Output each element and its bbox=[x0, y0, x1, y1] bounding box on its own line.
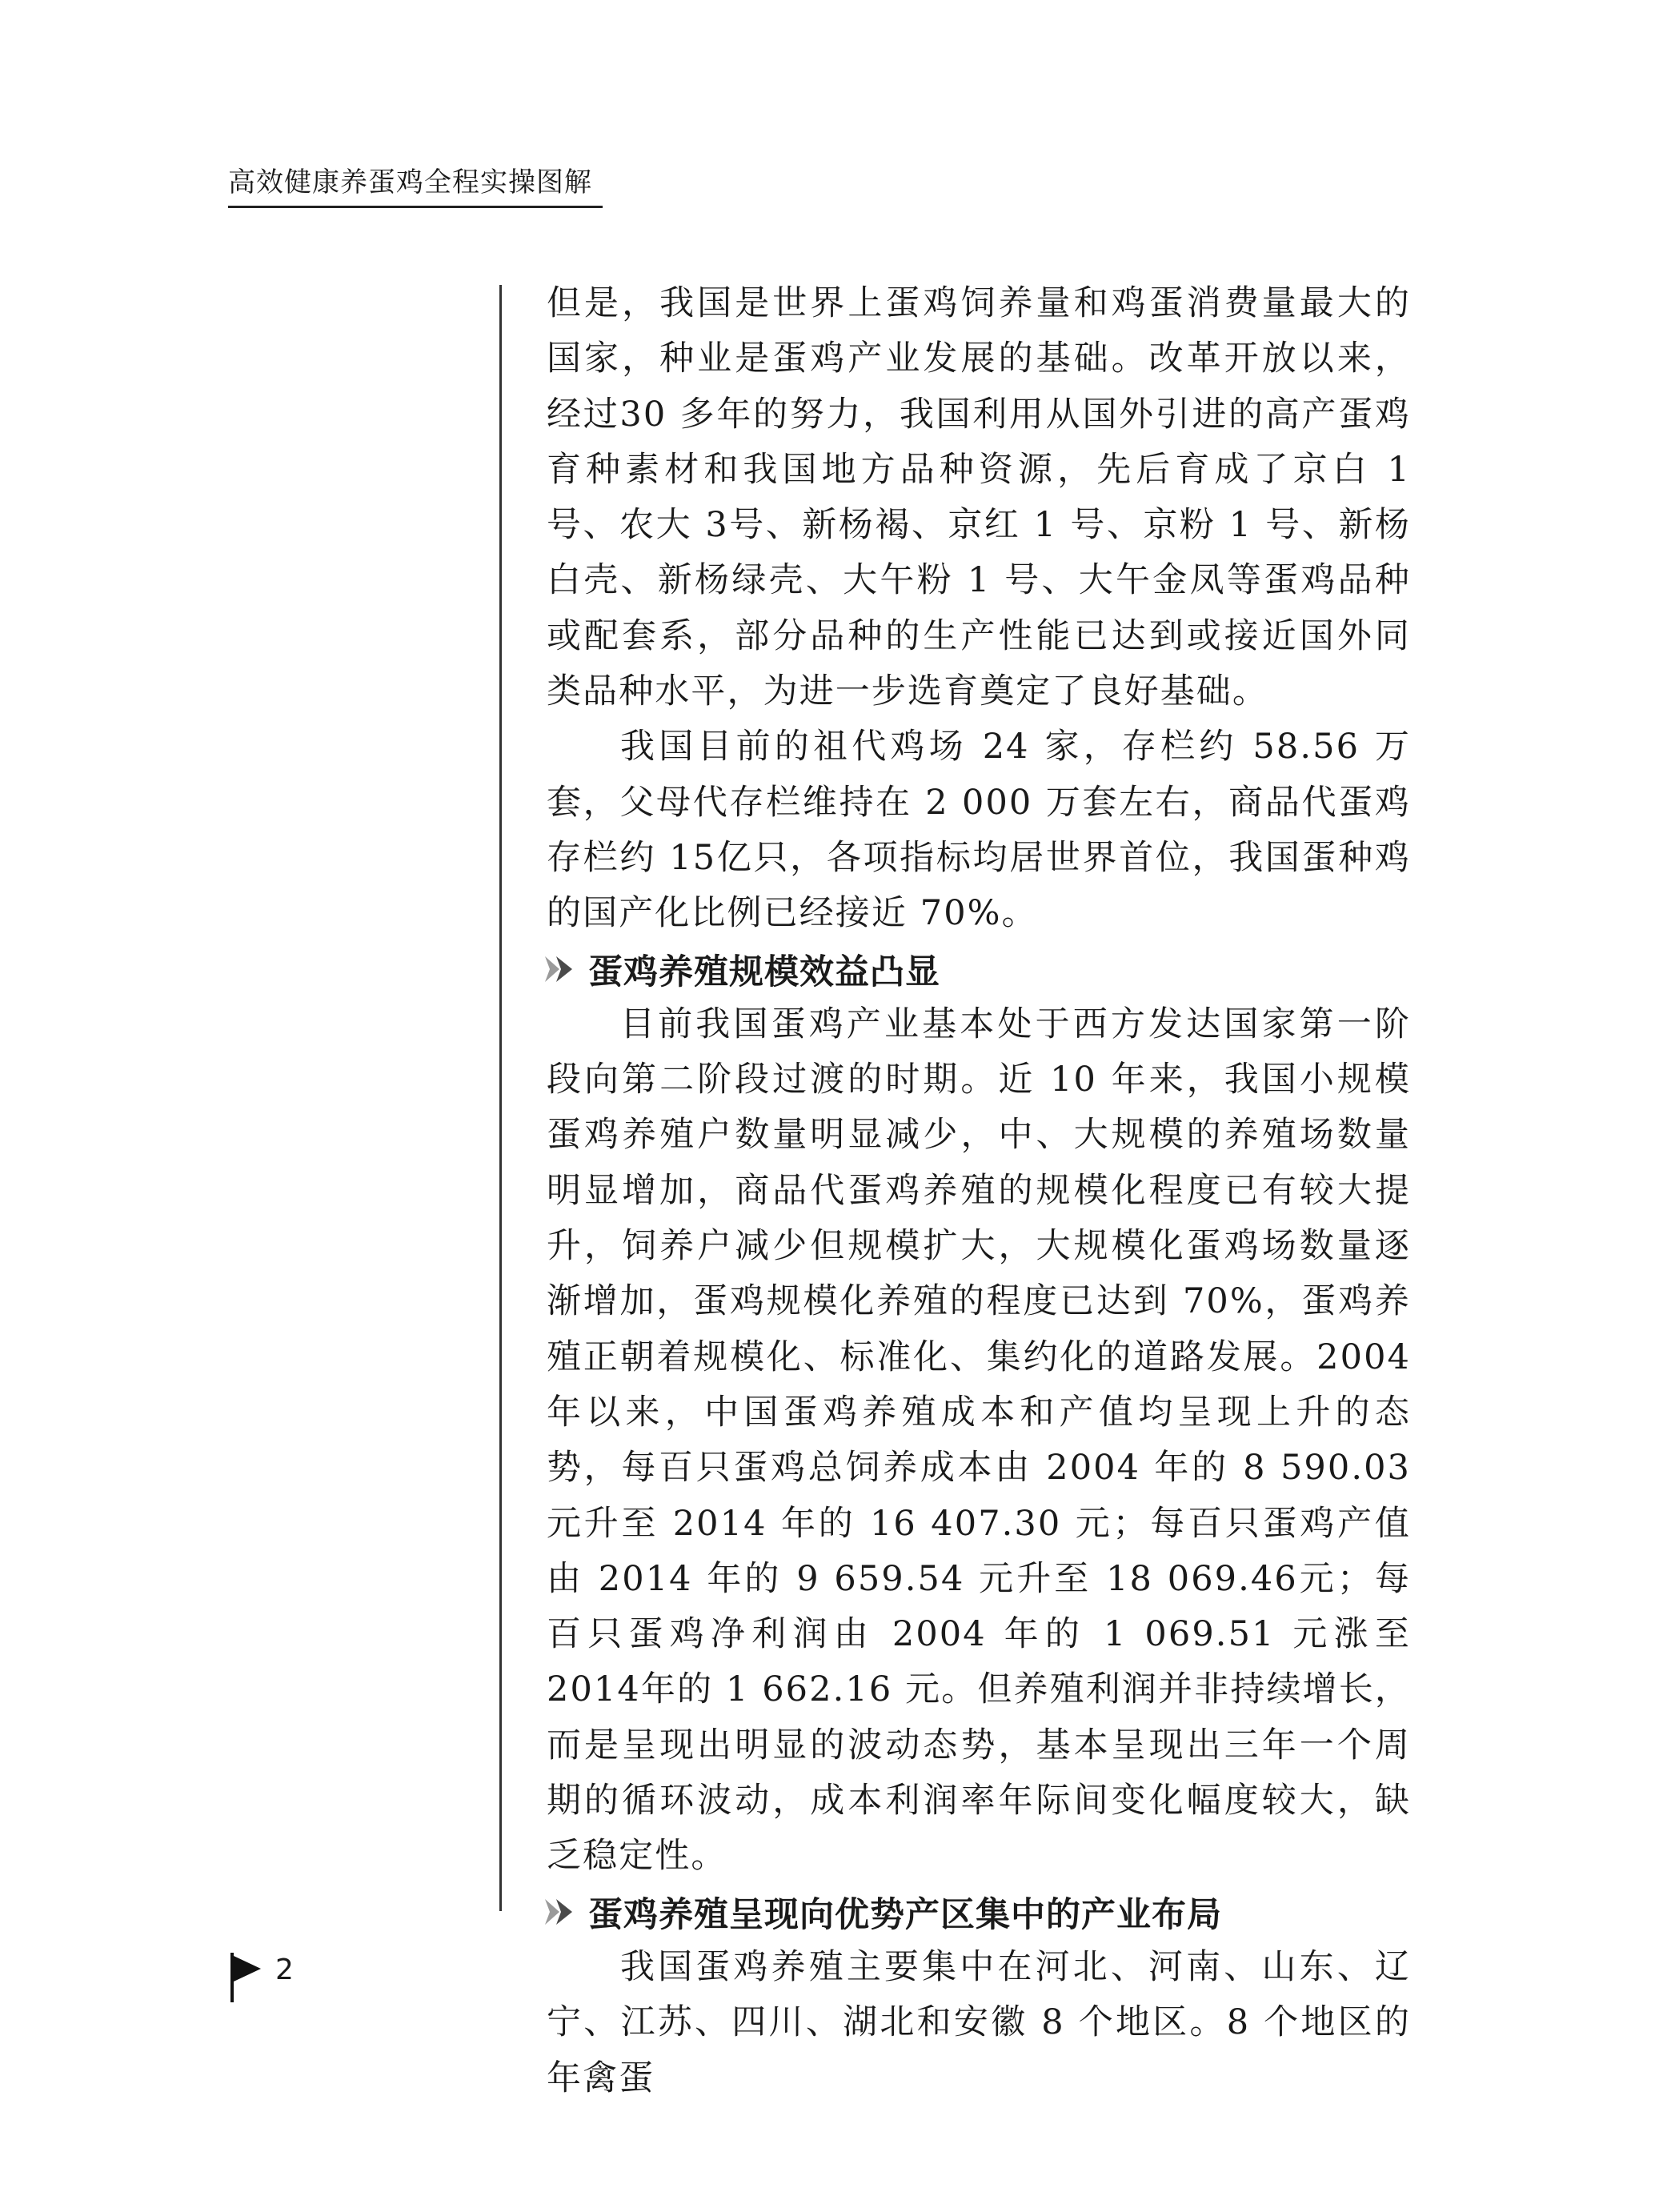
paragraph: 但是，我国是世界上蛋鸡饲养量和鸡蛋消费量最大的国家，种业是蛋鸡产业发展的基础。改革开放以来，经过30 多年的努力，我国利用从国外引进的高产蛋鸡育种素材和我国地方品种资源，先后育成了京白 1 号、农大 3号、新杨褐、京红 1 号、京粉 1 号、新杨白壳、新杨绿壳、大午粉 1 号、大午金凤等蛋鸡品种或配套系，部分品种的生产性能已达到或接近国外同类品种水平，为进一步选育奠定了良好基础。 bbox=[547, 283, 1411, 712]
margin-rule bbox=[499, 285, 502, 1911]
paragraph: 我国目前的祖代鸡场 24 家，存栏约 58.56 万套，父母代存栏维持在 2 000 万套左右，商品代蛋鸡存栏约 15亿只，各项指标均居世界首位，我国蛋种鸡的国产化比例已经接近 70%。 bbox=[547, 727, 1411, 934]
paragraph: 我国蛋鸡养殖主要集中在河北、河南、山东、辽宁、江苏、四川、湖北和安徽 8 个地区。8 个地区的年禽蛋 bbox=[547, 1946, 1411, 2098]
flag-icon bbox=[229, 1953, 264, 2002]
double-arrow-icon bbox=[543, 1894, 579, 1929]
paragraph: 目前我国蛋鸡产业基本处于西方发达国家第一阶段向第二阶段过渡的时期。近 10 年来，我国小规模蛋鸡养殖户数量明显减少，中、大规模的养殖场数量明显增加，商品代蛋鸡养殖的规模化程度已有较大提升，饲养户减少但规模扩大，大规模化蛋鸡场数量逐渐增加，蛋鸡规模化养殖的程度已达到 70%，蛋鸡养殖正朝着规模化、标准化、集约化的道路发展。2004 年以来，中国蛋鸡养殖成本和产值均呈现上升的态势，每百只蛋鸡总饲养成本由 2004 年的 8 590.03 元升至 2014 年的 16 407.30 元；每百只蛋鸡产值由 2014 年的 9 659.54 元升至 18 069.46元；每百只蛋鸡净利润由 2004 年的 1 069.51 元涨至 2014年的 1 662.16 元。但养殖利润并非持续增长，而是呈现出明显的波动态势，基本呈现出三年一个周期的循环波动，成本利润率年际间变化幅度较大，缺乏稳定性。 bbox=[547, 1004, 1411, 1877]
page-folio bbox=[229, 1953, 294, 2002]
running-header: 高效健康养蛋鸡全程实操图解 bbox=[228, 164, 603, 208]
double-arrow-icon bbox=[543, 952, 579, 987]
section-heading bbox=[543, 942, 1411, 997]
body-text bbox=[547, 276, 1411, 2106]
page-number: 2 bbox=[275, 1954, 294, 1986]
section-heading-text: 蛋鸡养殖规模效益凸显 bbox=[588, 952, 940, 992]
section-heading bbox=[543, 1885, 1411, 1940]
section-heading-text: 蛋鸡养殖呈现向优势产区集中的产业布局 bbox=[588, 1894, 1222, 1935]
